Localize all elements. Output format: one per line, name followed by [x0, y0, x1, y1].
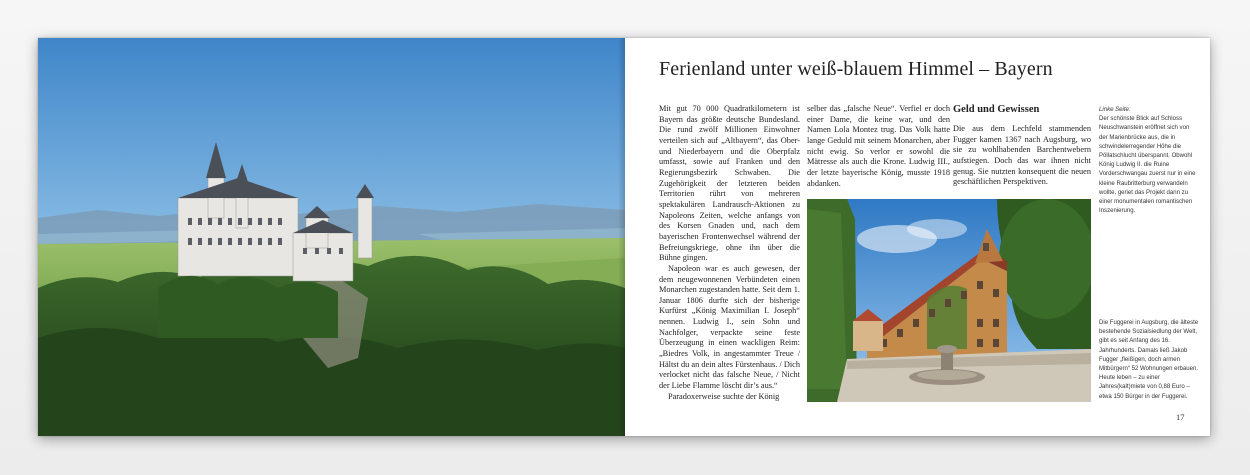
paragraph: Mit gut 70 000 Quadratkilometern ist Bayern das größte deutsche Bundesland. Die rund zwölf Millionen Einwohner verteilen sich auf „Altbayern“, das Ober- und Niederbayern und die Oberpfalz umfasst, sowie auf Franken und den Regierungsbezirk Schwaben. Die Zugehörigkeit der letzteren beiden Territorien rührt von mehreren spektakulären Landrausch-Aktionen zu Napoleons Zeiten, welche anfangs von des Korsen Gnaden und, nach dem bayerischen Frontenwechsel während der Befreiungskriege, ohne ihn über die Bühne gingen. [659, 104, 800, 263]
text-column-2 [807, 104, 950, 189]
page-number: 17 [1176, 412, 1185, 422]
caption-label: Linke Seite: [1099, 107, 1131, 113]
fuggerei-photo [807, 199, 1091, 402]
caption-left-page [1099, 106, 1199, 216]
paragraph: Paradoxerweise suchte der König [668, 391, 780, 401]
caption-fuggerei [1099, 319, 1199, 402]
book-spread [38, 38, 1210, 436]
page-title: Ferienland unter weiß-blauem Himmel – Bayern [659, 58, 1053, 80]
caption-text: Der schönste Blick auf Schloss Neuschwanstein eröffnet sich von der Marienbrücke aus, die in schwindelerregender Höhe die Pöllatschlucht überspannt. Obwohl König Ludwig II. die Ruine Vorderschwangau zuerst nur in eine kleine Raubritterburg verwandeln wollte, geriet das Projekt dann zu einer monumentalen romantischen Inszenierung. [1099, 116, 1196, 215]
castle-photo [38, 38, 625, 436]
caption-text: Die Fuggerei in Augsburg, die älteste bestehende Sozialsiedlung der Welt, gibt es seit Anfang des 16. Jahrhunderts. Damals ließ Jakob Fugger „fleißigen, doch armen Mitbürgern“ 52 Wohnungen erbauen. Heute leben – zu einer Jahres(kalt)miete von 0,88 Euro – etwa 150 Bürger in der Fuggerei. [1099, 320, 1199, 400]
section-heading: Geld und Gewissen [953, 104, 1040, 115]
paragraph: Napoleon war es auch gewesen, der dem neugewonnenen Verbündeten einen Monarchen zugestanden hatte. Seit dem 1. Januar 1806 durfte sich der bisherige Kurfürst „König Maximilian I. Joseph“ nennen. Ludwig I., sein Sohn und Nachfolger, verpackte seine feste Überzeugung in einen wackligen Reim: „Biedres Volk, in angestammter Treue / Hältst du an dein altes Fürstenhaus. / Dich verlocket nicht das falsche Neue, / Nicht der Liebe Flamme löscht dir’s aus.“ [659, 263, 800, 391]
paragraph: selber das „falsche Neue“. Verfiel er doch einer Dame, die keine war, und den Namen Lola Montez trug. Das Volk hatte lange Geduld mit seinem Monarchen, aber nicht ewig. So verlor er sowohl die Mätresse als auch die Krone. Ludwig III., der letzte bayerische König, musste 1918 abdanken. [807, 104, 950, 188]
text-column-1 [659, 104, 800, 402]
text-column-3 [953, 104, 1091, 188]
paragraph: Die aus dem Lechfeld stammenden Fugger kamen 1367 nach Augsburg, wo sie zu wohlhabenden Barchentwebern aufstiegen. Doch das war ihnen nicht genug. Sie nutzten konsequent die neuen geschäftlichen Perspektiven. [953, 124, 1091, 187]
right-page [625, 38, 1210, 436]
